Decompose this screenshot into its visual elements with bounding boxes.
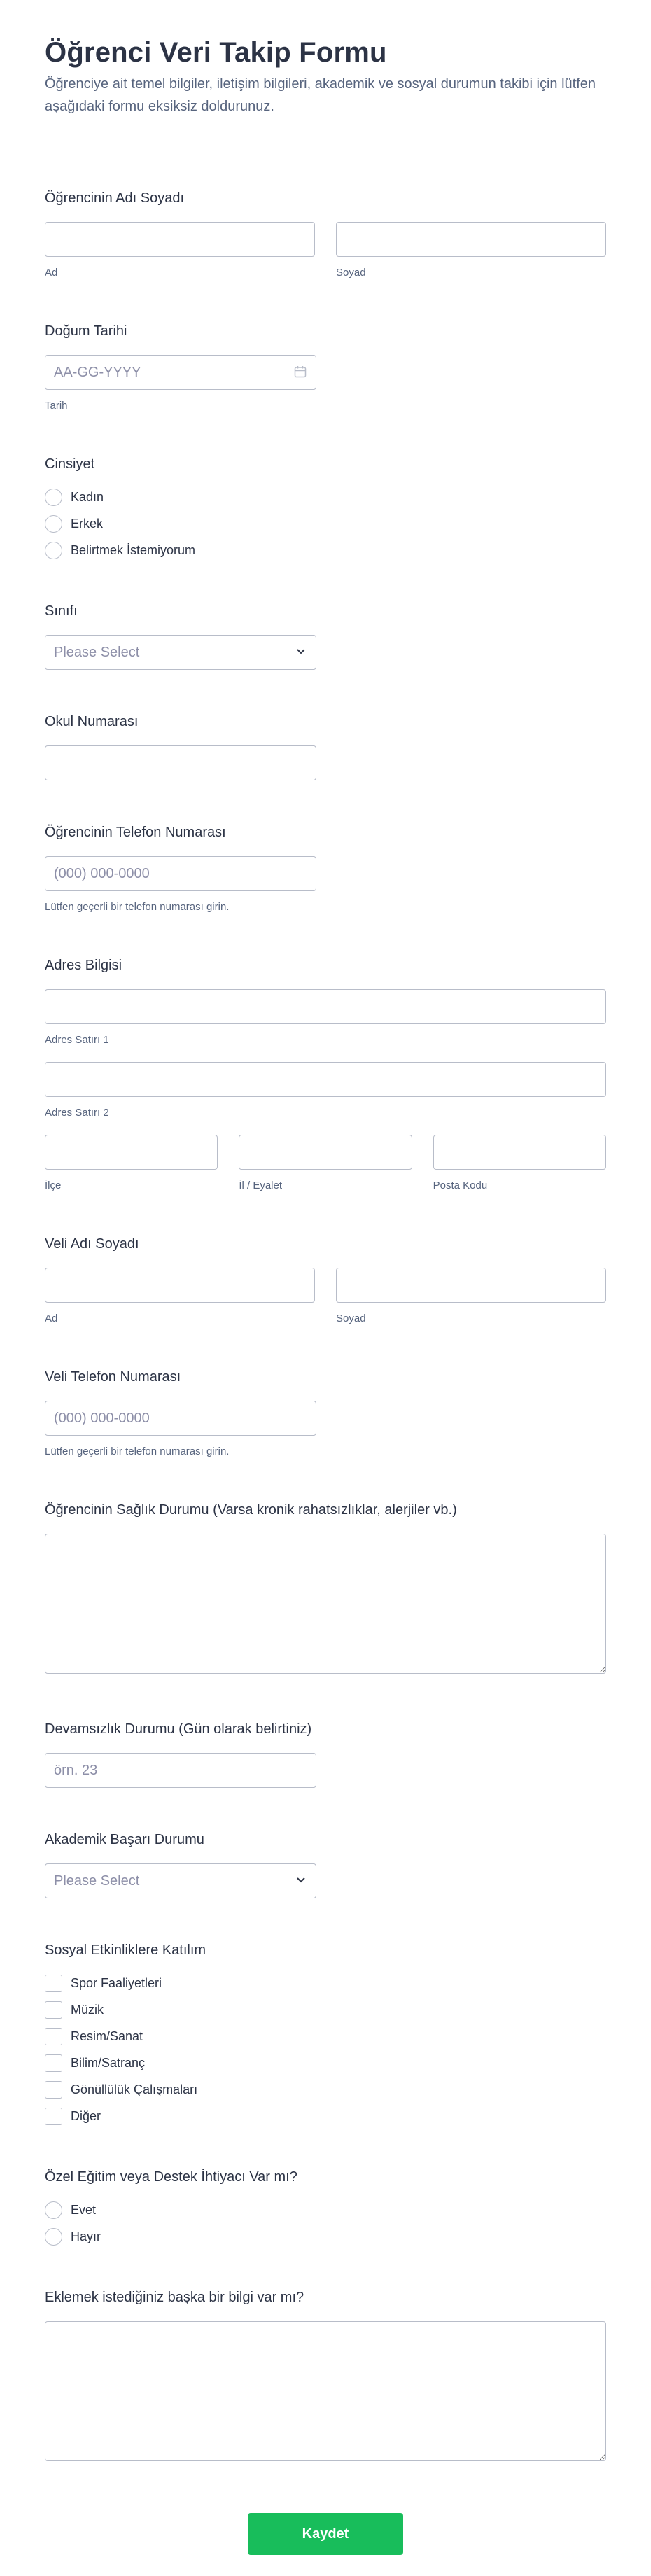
gender-option-kadin[interactable] (45, 488, 606, 506)
social-option-diger[interactable] (45, 2107, 606, 2125)
birth-date-label: Doğum Tarihi (45, 323, 127, 339)
student-name-label: Öğrencinin Adı Soyadı (45, 190, 185, 206)
grade-select-value: Please Select (54, 645, 140, 660)
special-ed-option-label: Hayır (71, 2229, 102, 2244)
city-sublabel: İl / Eyalet (239, 1180, 283, 1191)
checkbox[interactable] (45, 2108, 62, 2125)
address-line2-sublabel: Adres Satırı 2 (45, 1107, 109, 1119)
social-option-label: Diğer (71, 2108, 102, 2123)
student-phone-field (45, 822, 606, 913)
form-body (0, 153, 651, 2465)
submit-button[interactable]: Kaydet (248, 2513, 403, 2555)
extra-label: Eklemek istediğiniz başka bir bilgi var mı? (45, 2290, 304, 2305)
parent-phone-input[interactable] (45, 1401, 316, 1436)
checkbox[interactable] (45, 2001, 62, 2019)
gender-option-label: Belirtmek İstemiyorum (71, 542, 196, 557)
social-option-bilim[interactable] (45, 2054, 606, 2072)
form-footer (0, 2486, 651, 2576)
academic-field (45, 1830, 606, 1898)
radio-button[interactable] (45, 2202, 62, 2219)
special-ed-label: Özel Eğitim veya Destek İhtiyacı Var mı? (45, 2169, 298, 2185)
postal-code-input[interactable] (433, 1135, 606, 1170)
school-number-input[interactable] (45, 746, 316, 780)
extra-textarea[interactable] (45, 2321, 606, 2461)
gender-label: Cinsiyet (45, 456, 95, 472)
checkbox[interactable] (45, 1975, 62, 1992)
district-input[interactable] (45, 1135, 218, 1170)
health-label: Öğrencinin Sağlık Durumu (Varsa kronik rahatsızlıklar, alerjiler vb.) (45, 1502, 457, 1518)
gender-option-label: Kadın (71, 489, 104, 504)
social-option-label: Resim/Sanat (71, 2029, 144, 2043)
social-option-label: Bilim/Satranç (71, 2055, 146, 2070)
absence-input[interactable] (45, 1753, 316, 1788)
health-field (45, 1500, 606, 1677)
social-option-resim[interactable] (45, 2027, 606, 2045)
checkbox[interactable] (45, 2054, 62, 2072)
chevron-down-icon (296, 648, 306, 655)
gender-option-belirtmek[interactable] (45, 541, 606, 559)
form-header (0, 0, 651, 153)
parent-last-name-input[interactable] (336, 1268, 606, 1303)
gender-option-label: Erkek (71, 516, 104, 531)
academic-label: Akademik Başarı Durumu (45, 1832, 204, 1847)
parent-phone-label: Veli Telefon Numarası (45, 1369, 181, 1385)
checkbox[interactable] (45, 2028, 62, 2045)
absence-field (45, 1719, 606, 1788)
social-option-spor[interactable] (45, 1974, 606, 1992)
address-line2-input[interactable] (45, 1062, 606, 1097)
school-number-label: Okul Numarası (45, 714, 139, 729)
postal-code-sublabel: Posta Kodu (433, 1180, 488, 1191)
birth-date-input[interactable] (45, 355, 316, 390)
district-sublabel: İlçe (45, 1180, 62, 1191)
social-field (45, 1940, 606, 2125)
form-description: Öğrenciye ait temel bilgiler, iletişim bilgileri, akademik ve sosyal durumun takibi için lütfen aşağıdaki formu eksiksiz doldurunuz. (45, 76, 596, 114)
gender-option-erkek[interactable] (45, 514, 606, 533)
birth-date-field (45, 321, 606, 412)
social-label: Sosyal Etkinliklere Katılım (45, 1942, 206, 1958)
student-last-name-sublabel: Soyad (336, 267, 366, 279)
student-name-field (45, 188, 606, 279)
birth-date-sublabel: Tarih (45, 400, 68, 412)
calendar-icon[interactable] (294, 365, 307, 378)
checkbox[interactable] (45, 2081, 62, 2099)
parent-name-label: Veli Adı Soyadı (45, 1236, 139, 1252)
social-option-muzik[interactable] (45, 2001, 606, 2019)
special-ed-option-evet[interactable] (45, 2201, 606, 2219)
grade-select[interactable] (45, 635, 316, 670)
chevron-down-icon (296, 1877, 306, 1884)
gender-field (45, 454, 606, 559)
address-label: Adres Bilgisi (45, 958, 122, 973)
address-field (45, 955, 606, 1192)
health-textarea[interactable] (45, 1534, 606, 1674)
academic-select[interactable] (45, 1863, 316, 1898)
student-first-name-sublabel: Ad (45, 267, 58, 279)
parent-name-field (45, 1234, 606, 1325)
social-option-label: Müzik (71, 2002, 104, 2017)
special-ed-option-label: Evet (71, 2202, 97, 2217)
city-input[interactable] (239, 1135, 412, 1170)
student-last-name-input[interactable] (336, 222, 606, 257)
student-phone-sublabel: Lütfen geçerli bir telefon numarası girin. (45, 901, 230, 913)
social-option-label: Spor Faaliyetleri (71, 1975, 162, 1990)
parent-phone-field (45, 1367, 606, 1458)
grade-label: Sınıfı (45, 603, 78, 619)
parent-first-name-sublabel: Ad (45, 1312, 58, 1324)
parent-last-name-sublabel: Soyad (336, 1312, 366, 1324)
radio-button[interactable] (45, 489, 62, 506)
special-ed-option-hayir[interactable] (45, 2227, 606, 2246)
extra-field (45, 2288, 606, 2465)
student-first-name-input[interactable] (45, 222, 315, 257)
parent-first-name-input[interactable] (45, 1268, 315, 1303)
address-line1-input[interactable] (45, 989, 606, 1024)
social-option-gonullu[interactable] (45, 2080, 606, 2099)
radio-button[interactable] (45, 542, 62, 559)
student-phone-label: Öğrencinin Telefon Numarası (45, 825, 226, 840)
parent-phone-sublabel: Lütfen geçerli bir telefon numarası girin. (45, 1446, 230, 1457)
special-ed-field (45, 2167, 606, 2246)
address-line1-sublabel: Adres Satırı 1 (45, 1034, 109, 1046)
form-title: Öğrenci Veri Takip Formu (45, 37, 387, 68)
school-number-field (45, 712, 606, 780)
academic-select-value: Please Select (54, 1873, 140, 1889)
absence-label: Devamsızlık Durumu (Gün olarak belirtiniz) (45, 1721, 312, 1737)
social-option-label: Gönüllülük Çalışmaları (71, 2082, 198, 2096)
student-phone-input[interactable] (45, 856, 316, 891)
radio-button[interactable] (45, 515, 62, 533)
radio-button[interactable] (45, 2228, 62, 2246)
grade-field (45, 601, 606, 670)
